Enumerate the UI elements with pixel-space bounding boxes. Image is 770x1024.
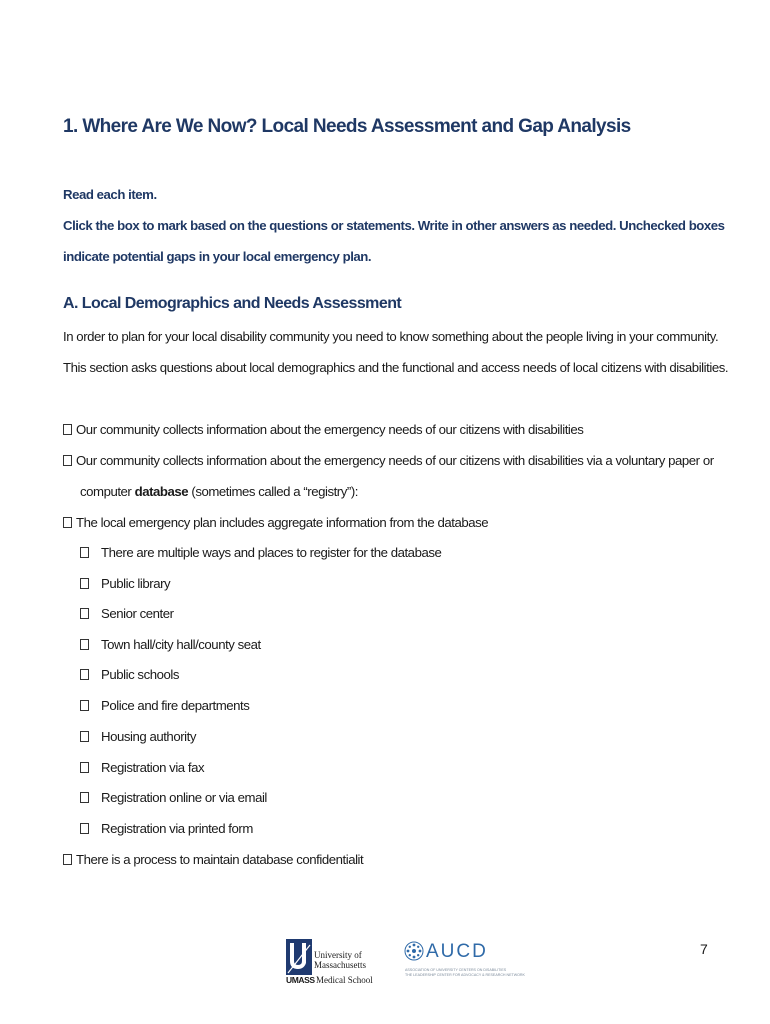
checkbox[interactable] — [80, 762, 89, 773]
umass-line-3: Medical School — [316, 975, 373, 985]
checkbox[interactable] — [80, 792, 89, 803]
umass-line-2: Massachusetts — [314, 960, 366, 970]
aucd-logo — [404, 940, 525, 990]
umass-line-1: University of — [314, 950, 362, 960]
continuation-text-post: (sometimes called a “registry”): — [188, 484, 358, 499]
checkbox[interactable] — [80, 547, 89, 558]
checkbox[interactable] — [80, 700, 89, 711]
sub-checklist-item — [80, 729, 196, 744]
checklist-item — [63, 422, 583, 437]
sub-checklist-item — [80, 606, 174, 621]
checkbox[interactable] — [80, 823, 89, 834]
page-number: 7 — [700, 941, 708, 957]
section-intro-line-1: In order to plan for your local disability community you need to know something about the people living in your community. — [63, 329, 719, 344]
section-intro-line-2: This section asks questions about local demographics and the functional and access needs of local citizens with disabilities. — [63, 360, 729, 375]
sub-item-label: Registration via fax — [101, 760, 205, 775]
sub-item-label: There are multiple ways and places to register for the database — [101, 545, 442, 560]
checklist-item-label: Our community collects information about the emergency needs of our citizens with disabilities — [76, 422, 584, 437]
checklist-item — [63, 852, 363, 867]
checkbox[interactable] — [63, 455, 72, 466]
sub-item-label: Housing authority — [101, 729, 196, 744]
checkbox[interactable] — [80, 608, 89, 619]
checklist-item — [63, 453, 714, 468]
sub-item-label: Public schools — [101, 667, 179, 682]
checklist-item-continuation — [80, 484, 358, 499]
checkbox[interactable] — [63, 517, 72, 528]
sub-item-label: Senior center — [101, 606, 174, 621]
umass-logo — [286, 939, 373, 989]
checkbox[interactable] — [80, 578, 89, 589]
checklist-item-label: There is a process to maintain database confidentialit — [76, 852, 364, 867]
checkbox[interactable] — [80, 731, 89, 742]
aucd-tagline-1: ASSOCIATION OF UNIVERSITY CENTERS ON DISABILITIES — [405, 968, 507, 972]
aucd-logo-mark — [404, 940, 424, 964]
continuation-text-pre: computer — [80, 484, 135, 499]
checkbox[interactable] — [80, 669, 89, 680]
aucd-tagline — [405, 968, 525, 978]
checkbox[interactable] — [80, 639, 89, 650]
sub-item-label: Police and fire departments — [101, 698, 250, 713]
instruction-line-1: Read each item. — [63, 187, 157, 202]
database-term: database — [134, 484, 189, 499]
aucd-tagline-2: THE LEADERSHIP CENTER FOR ADVOCACY & RESEARCH NETWORK — [405, 973, 525, 977]
umass-logo-mark — [286, 939, 312, 975]
checklist-item — [63, 515, 488, 530]
instruction-line-2: Click the box to mark based on the questions or statements. Write in other answers as needed. Unchecked boxes — [63, 218, 725, 233]
sub-checklist-item — [80, 698, 249, 713]
sub-checklist-item — [80, 760, 204, 775]
sub-checklist-item — [80, 821, 253, 836]
checklist-item-label: The local emergency plan includes aggregate information from the database — [76, 515, 489, 530]
sub-item-label: Registration via printed form — [101, 821, 253, 836]
sub-checklist-item — [80, 576, 170, 591]
checklist-item-label: Our community collects information about the emergency needs of our citizens with disabilities via a voluntary paper or — [76, 453, 714, 468]
instruction-line-3: indicate potential gaps in your local emergency plan. — [63, 249, 372, 264]
sub-item-label: Town hall/city hall/county seat — [101, 637, 261, 652]
sub-checklist-item — [80, 667, 179, 682]
umass-logo-text — [286, 950, 373, 985]
umass-short: UMASS — [286, 975, 315, 985]
section-a-heading: A. Local Demographics and Needs Assessment — [63, 295, 402, 312]
sub-checklist-item — [80, 637, 261, 652]
sub-checklist-item — [80, 790, 267, 805]
sub-checklist-item — [80, 545, 441, 560]
sub-item-label: Public library — [101, 576, 171, 591]
page-title: 1. Where Are We Now? Local Needs Assessment and Gap Analysis — [63, 116, 631, 137]
aucd-wordmark: AUCD — [426, 941, 488, 962]
checkbox[interactable] — [63, 424, 72, 435]
checkbox[interactable] — [63, 854, 72, 865]
sub-item-label: Registration online or via email — [101, 790, 267, 805]
